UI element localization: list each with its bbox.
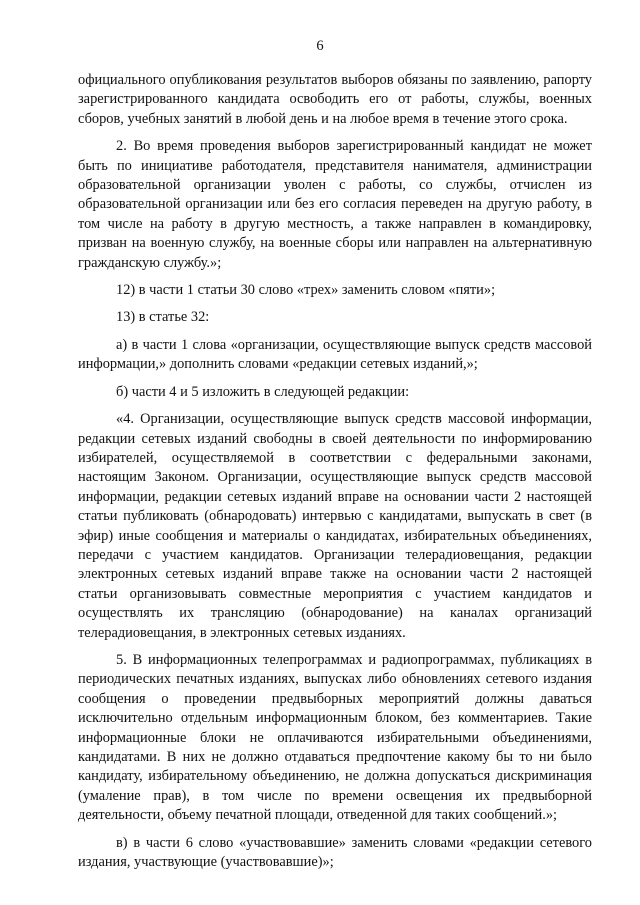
- paragraph-continuation: официального опубликования результатов выборов обязаны по заявлению, рапорту зарегистрированного кандидата освободить его от работы, службы, военных сборов, учебных занятий в любой день и на любое время в течение этого срока.: [78, 72, 592, 127]
- paragraph-part-5: 5. В информационных телепрограммах и радиопрограммах, публикациях в периодических печатных изданиях, выпусках либо обновлениях сетевого издания сообщения о проведении предвыборных мероприятий должны даваться исключительно отдельным информационным блоком, без комментариев. Такие информационные блоки не оплачиваются избирательными объединениями, кандидатами. В них не должно отдаваться предпочтение какому бы то ни было кандидату, избирательному объединению, не должна допускаться дискриминация (умаление прав), в том числе по времени освещения их предвыборной деятельности, объему печатной площади, отведенной для таких сообщений.»;: [78, 651, 592, 824]
- document-body: [78, 71, 592, 880]
- page-number: 6: [316, 38, 324, 54]
- paragraph-item-2: 2. Во время проведения выборов зарегистрированный кандидат не может быть по инициативе работодателя, представителя нанимателя, администрации образовательной организации уволен с работы, со службы, отчислен из образовательной организации или без его согласия переведен на другую работу, в том числе на работу в другую местность, а также направлен в командировку, призван на военную службу, на военные сборы или направлен на альтернативную гражданскую службу.»;: [78, 138, 592, 271]
- paragraph-subitem-b: б) части 4 и 5 изложить в следующей редакции:: [116, 383, 410, 400]
- paragraph-subitem-a: а) в части 1 слова «организации, осуществляющие выпуск средств массовой информации,» дополнить словами «редакции сетевых изданий,»;: [78, 336, 592, 373]
- paragraph-subitem-v: в) в части 6 слово «участвовавшие» заменить словами «редакции сетевого издания, участвующие (участвовавшие)»;: [78, 834, 592, 871]
- paragraph-item-13: 13) в статье 32:: [116, 309, 210, 326]
- paragraph-part-4: «4. Организации, осуществляющие выпуск средств массовой информации, редакции сетевых изданий свободны в своей деятельности по информированию избирателей, осуществляемой в соответствии с федеральными законами, настоящим Законом. Организации, осуществляющие выпуск средств массовой информации, редакции сетевых изданий вправе на основании части 2 настоящей статьи публиковать (обнародовать) интервью с кандидатами, выпускать в свет (в эфир) иные сообщения и материалы о кандидатах, избирательных объединениях, передачи с участием кандидатов. Организации телерадиовещания, редакции электронных сетевых изданий вправе также на основании части 2 настоящей статьи организовывать совместные мероприятия с участием кандидатов и осуществлять их трансляцию (обнародование) на каналах организаций телерадиовещания, в электронных сетевых изданиях.: [78, 411, 592, 641]
- paragraph-item-12: 12) в части 1 статьи 30 слово «трех» заменить словом «пяти»;: [116, 282, 496, 299]
